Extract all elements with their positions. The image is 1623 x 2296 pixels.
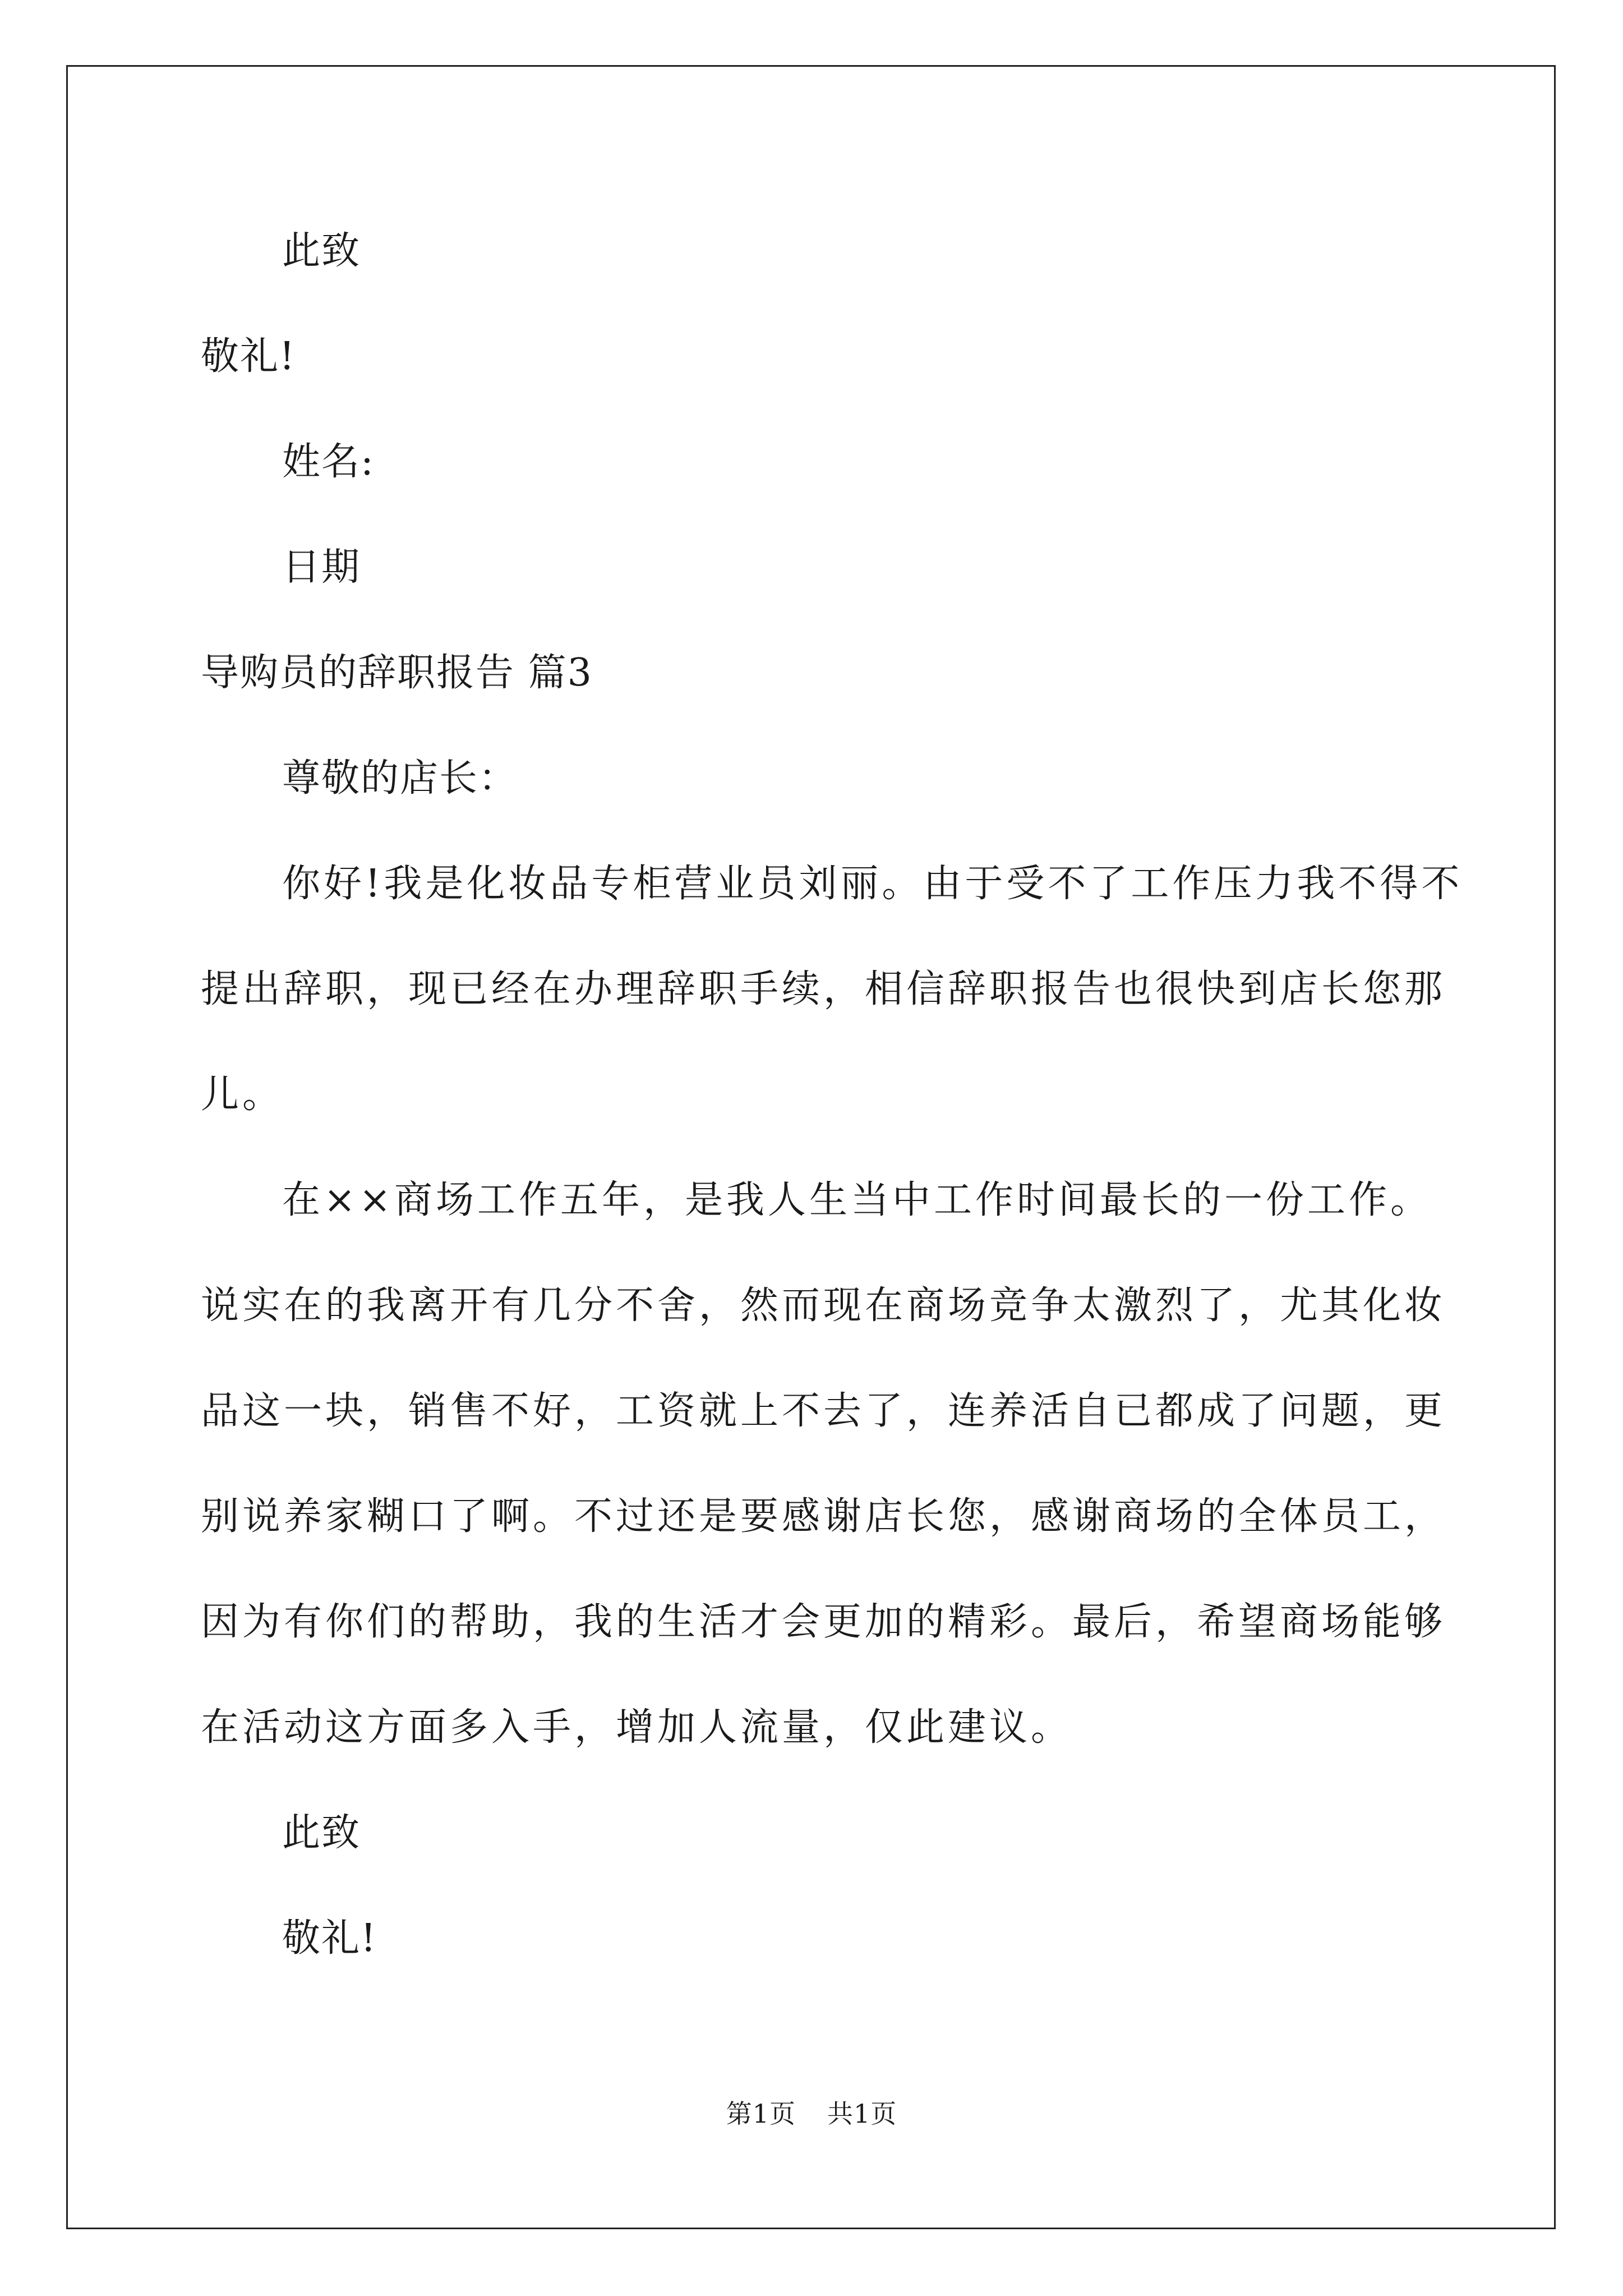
salutation-text: 敬礼! — [282, 1916, 377, 1961]
paragraph-line: 儿。 — [201, 1073, 284, 1117]
paragraph-line: 在活动这方面多入手，增加人流量，仅此建议。 — [201, 1705, 1073, 1750]
paragraph-line: 你好!我是化妆品专柜营业员刘丽。由于受不了工作压力我不得不 — [282, 862, 1463, 906]
salutation-text: 敬礼! — [201, 334, 296, 379]
paragraph-line: 在××商场工作五年，是我人生当中工作时间最长的一份工作。 — [282, 1178, 1432, 1222]
name-label: 姓名: — [282, 440, 375, 484]
closing-text: 此致 — [282, 1811, 361, 1855]
page-number-total: 共1页 — [827, 2099, 897, 2129]
paragraph-line: 说实在的我离开有几分不舍，然而现在商场竞争太激烈了，尤其化妆 — [201, 1283, 1446, 1328]
page-number-current: 第1页 — [726, 2099, 796, 2129]
paragraph-line: 品这一块，销售不好，工资就上不去了，连养活自已都成了问题，更 — [201, 1389, 1446, 1433]
paragraph-line: 别说养家糊口了啊。不过还是要感谢店长您，感谢商场的全体员工， — [201, 1494, 1446, 1539]
paragraph-line: 提出辞职，现已经在办理辞职手续，相信辞职报告也很快到店长您那 — [201, 967, 1446, 1011]
greeting-text: 尊敬的店长： — [282, 756, 518, 800]
page-footer — [0, 2097, 1623, 2131]
paragraph-line: 因为有你们的帮助，我的生活才会更加的精彩。最后，希望商场能够 — [201, 1600, 1446, 1644]
section-title: 导购员的辞职报告 篇3 — [201, 651, 593, 695]
closing-text: 此致 — [282, 229, 361, 273]
page-border — [66, 65, 1556, 2229]
date-label: 日期 — [282, 545, 361, 590]
